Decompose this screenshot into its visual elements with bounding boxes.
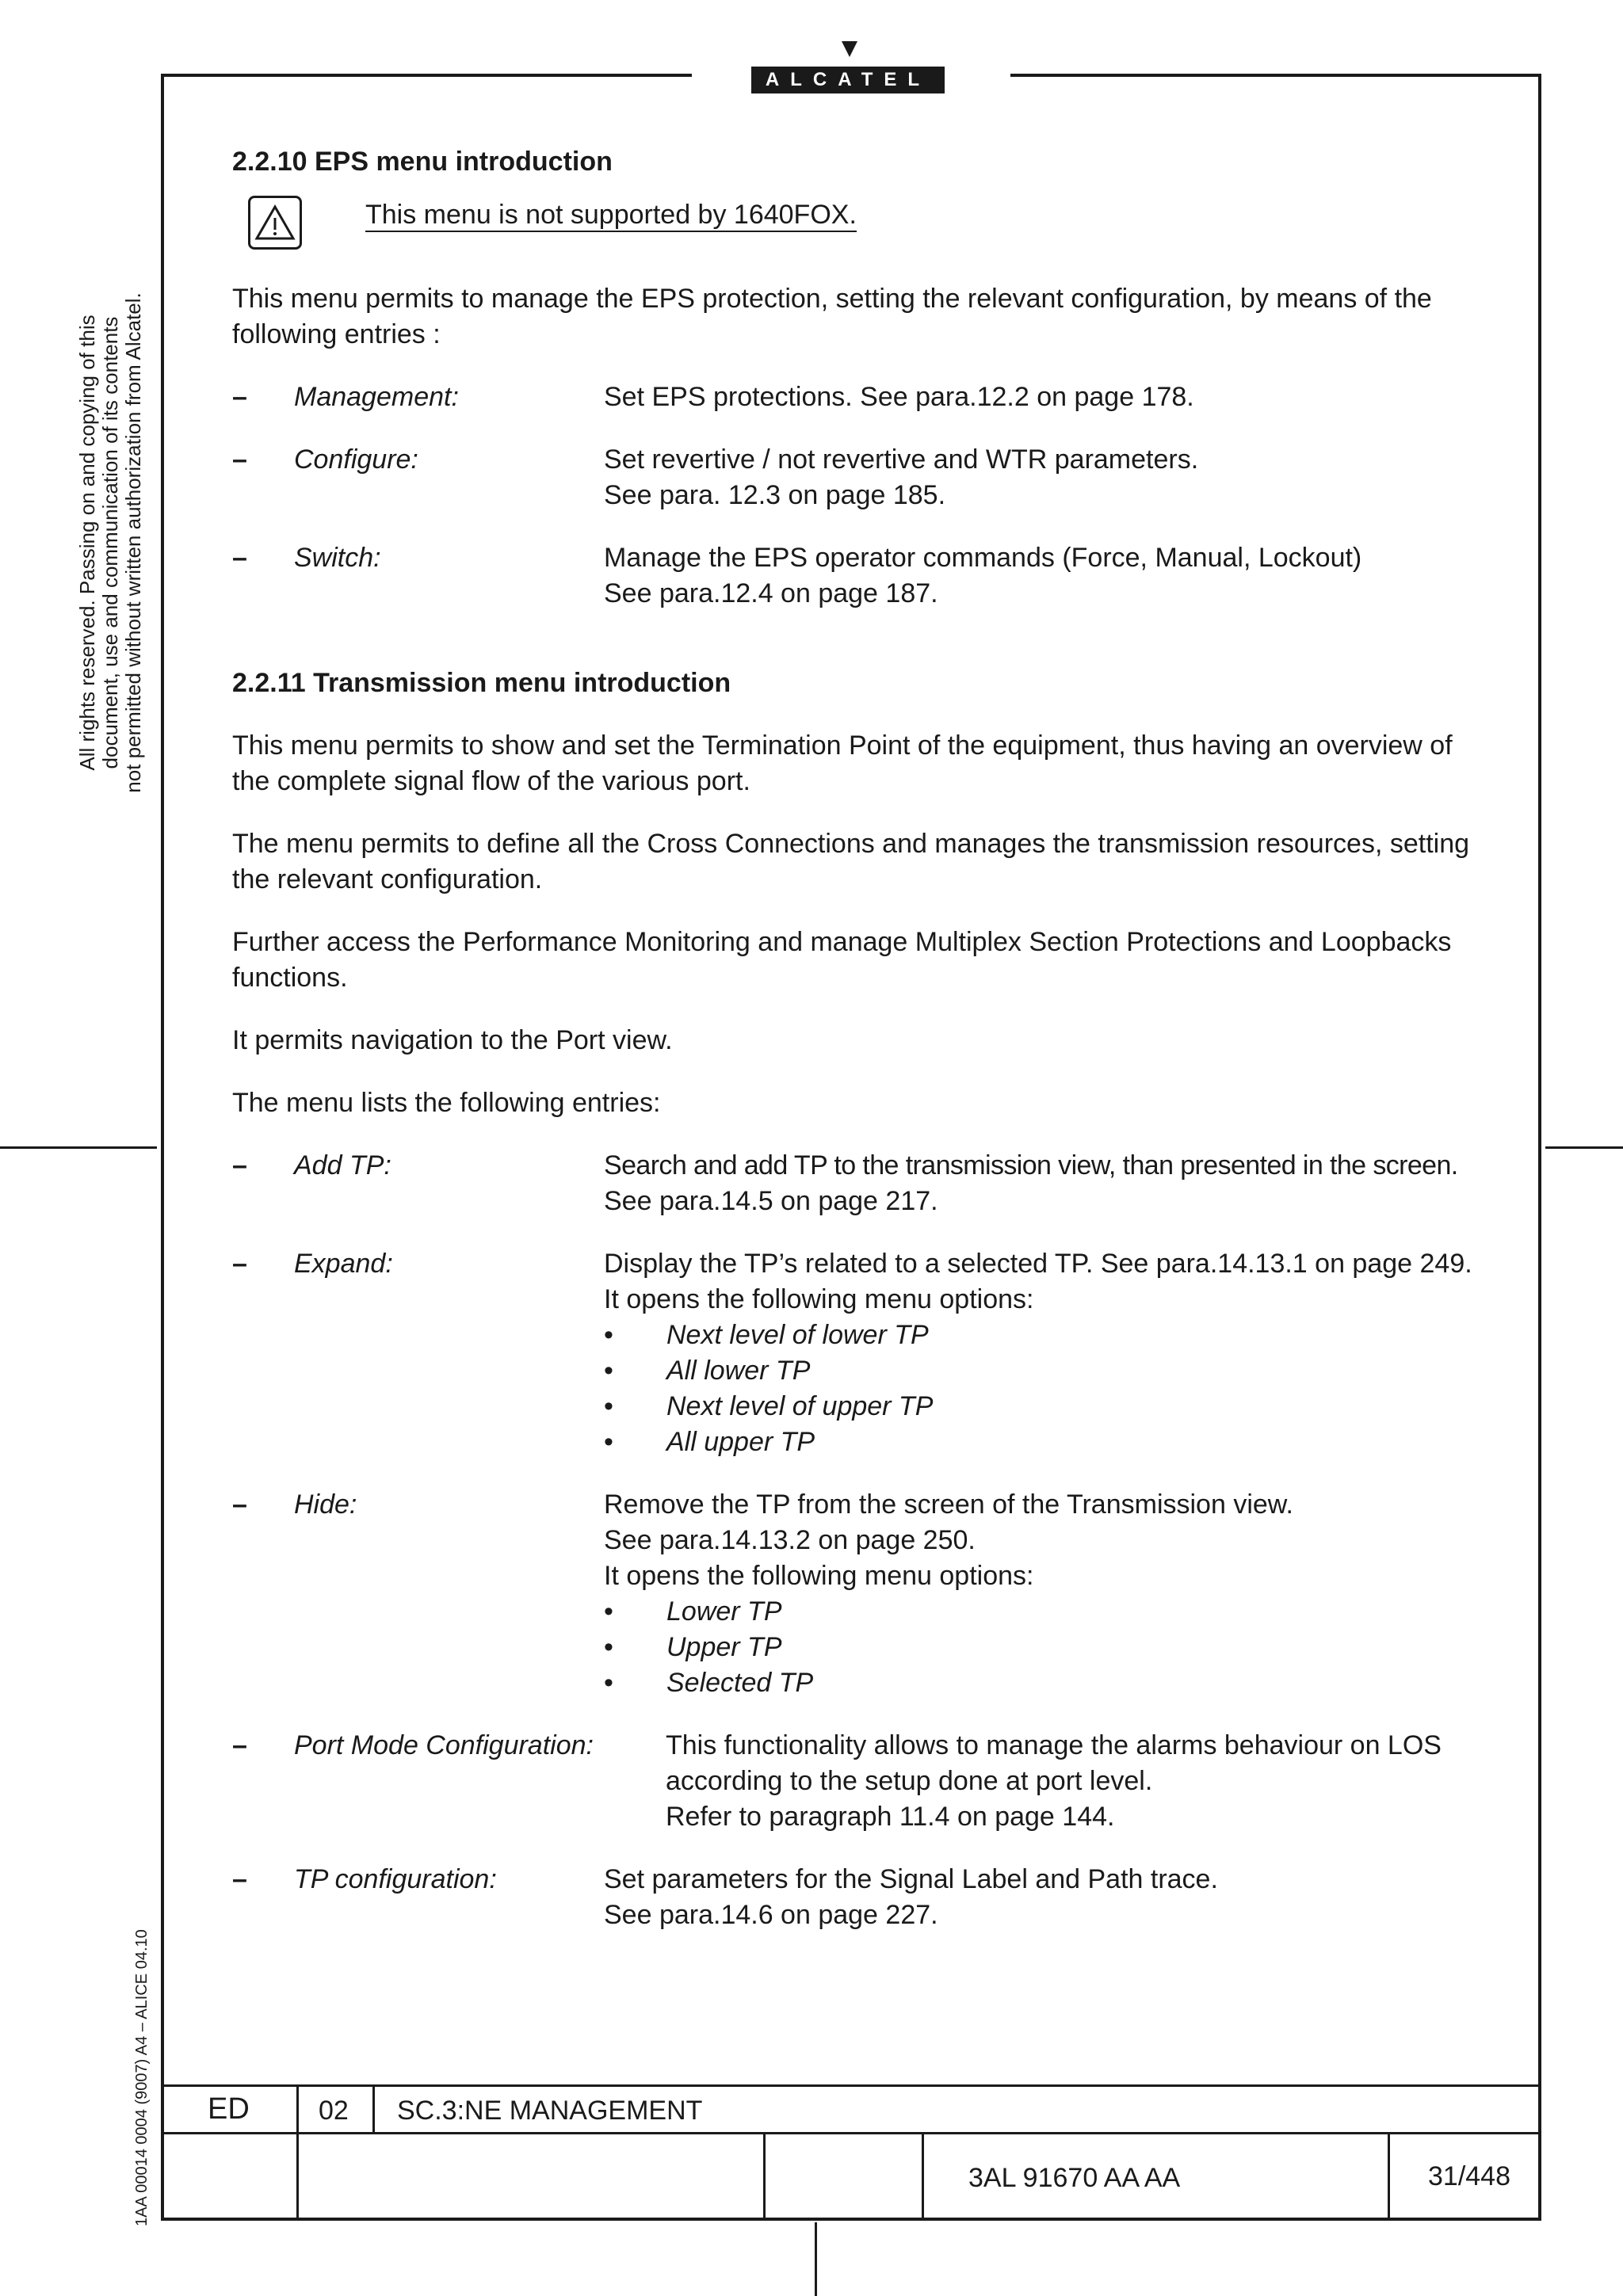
entry-desc — [604, 540, 1476, 612]
logo-triangle-icon — [842, 41, 857, 57]
desc-line: Set revertive / not revertive and WTR parameters. — [604, 444, 1199, 475]
tx-paragraph: The menu lists the following entries: — [232, 1088, 661, 1118]
entry-desc — [604, 1246, 1476, 1460]
entry-label: Hide: — [294, 1489, 357, 1520]
entry-label: Configure: — [294, 444, 418, 475]
desc-line: Set parameters for the Signal Label and Path trace. — [604, 1864, 1218, 1894]
bullet: • — [604, 1320, 613, 1350]
footer-mid-rule — [161, 2132, 1541, 2134]
footer-page-number: 31/448 — [1428, 2161, 1510, 2191]
desc-line: Manage the EPS operator commands (Force, Manual, Lockout) — [604, 543, 1362, 573]
footer-section: SC.3:NE MANAGEMENT — [397, 2096, 703, 2126]
option-text: All upper TP — [666, 1427, 815, 1457]
bullet: • — [604, 1668, 613, 1698]
copyright-line: document, use and communication of its contents — [98, 316, 122, 769]
entry-dash: – — [232, 382, 247, 412]
entry-desc — [666, 1728, 1476, 1835]
list-item — [604, 1630, 1476, 1665]
entry-desc — [604, 1487, 1476, 1701]
section-heading-eps: 2.2.10 EPS menu introduction — [232, 147, 613, 177]
entry-port-mode — [232, 1728, 1476, 1835]
desc-line: See para.14.6 on page 227. — [604, 1900, 938, 1930]
copyright-line: not permitted without written authorization from Alcatel. — [121, 292, 145, 793]
entry-configure — [232, 442, 1476, 513]
list-item — [604, 1353, 1476, 1389]
warning-row — [232, 196, 1476, 250]
tx-paragraph: Further access the Performance Monitoring and manage Multiplex Section Protections and Loopbacks functions. — [232, 927, 1452, 993]
desc-line: Display the TP’s related to a selected TP. See para.14.13.1 on page 249. — [604, 1249, 1472, 1279]
entry-desc — [604, 442, 1476, 513]
footer-doc-number: 3AL 91670 AA AA — [968, 2163, 1181, 2193]
entry-management — [232, 379, 1476, 415]
entry-dash: – — [232, 1489, 247, 1520]
desc-line: according to the setup done at port level. — [666, 1766, 1153, 1796]
desc-line: Search and add TP to the transmission view, than presented in the screen. — [604, 1150, 1458, 1180]
option-text: Upper TP — [666, 1632, 782, 1662]
footer-divider — [372, 2084, 375, 2134]
entry-label: Management: — [294, 382, 459, 412]
entry-dash: – — [232, 1730, 247, 1760]
alcatel-logo: ALCATEL — [751, 67, 945, 93]
entry-dash: – — [232, 1249, 247, 1279]
desc-line: Remove the TP from the screen of the Transmission view. — [604, 1489, 1293, 1520]
entry-label: Add TP: — [294, 1150, 391, 1180]
entry-hide — [232, 1487, 1476, 1701]
expand-options — [604, 1318, 1476, 1460]
entry-add-tp — [232, 1148, 1476, 1219]
bullet: • — [604, 1391, 613, 1421]
crop-mark-bottom — [815, 2222, 817, 2296]
desc-line: This functionality allows to manage the alarms behaviour on LOS — [666, 1730, 1442, 1760]
copyright-notice — [76, 273, 145, 812]
option-text: Next level of upper TP — [666, 1391, 934, 1421]
entry-dash: – — [232, 1864, 247, 1894]
entry-switch — [232, 540, 1476, 612]
entry-dash: – — [232, 444, 247, 475]
footer-divider — [922, 2132, 924, 2221]
option-text: All lower TP — [666, 1356, 811, 1386]
desc-line: It opens the following menu options: — [604, 1561, 1034, 1591]
entry-expand — [232, 1246, 1476, 1460]
eps-intro: This menu permits to manage the EPS protection, setting the relevant configuration, by means of the following entries : — [232, 284, 1432, 349]
entry-desc — [604, 1862, 1476, 1933]
footer-ed-value: 02 — [319, 2096, 349, 2126]
option-text: Next level of lower TP — [666, 1320, 929, 1350]
page-content — [232, 144, 1476, 1933]
list-item — [604, 1318, 1476, 1353]
section-heading-transmission: 2.2.11 Transmission menu introduction — [232, 668, 731, 698]
entry-dash: – — [232, 1150, 247, 1180]
tx-paragraph: It permits navigation to the Port view. — [232, 1025, 673, 1055]
copyright-line: All rights reserved. Passing on and copying of this — [75, 315, 99, 771]
warning-icon — [248, 196, 302, 250]
footer-top-rule — [161, 2084, 1541, 2087]
entry-label: Switch: — [294, 543, 381, 573]
list-item — [604, 1594, 1476, 1630]
desc-line: See para.12.4 on page 187. — [604, 578, 938, 608]
entry-label: Expand: — [294, 1249, 393, 1279]
footer-divider — [1388, 2132, 1390, 2221]
entry-label: TP configuration: — [294, 1864, 497, 1894]
footer-divider — [763, 2132, 766, 2221]
entry-dash: – — [232, 543, 247, 573]
crop-mark-left — [0, 1146, 157, 1149]
bullet: • — [604, 1427, 613, 1457]
entry-tp-configuration — [232, 1862, 1476, 1933]
desc-line: See para. 12.3 on page 185. — [604, 480, 946, 510]
entry-desc — [604, 379, 1476, 415]
entry-label: Port Mode Configuration: — [294, 1730, 594, 1760]
list-item — [604, 1389, 1476, 1425]
tx-paragraph: The menu permits to define all the Cross Connections and manages the transmission resources, setting the relevant configuration. — [232, 829, 1470, 894]
footer-divider — [296, 2084, 299, 2221]
desc-line: Set EPS protections. See para.12.2 on page 178. — [604, 382, 1194, 412]
list-item — [604, 1425, 1476, 1460]
bullet: • — [604, 1632, 613, 1662]
hide-options — [604, 1594, 1476, 1701]
option-text: Selected TP — [666, 1668, 814, 1698]
desc-line: It opens the following menu options: — [604, 1284, 1034, 1314]
bullet: • — [604, 1356, 613, 1386]
crop-mark-right — [1545, 1146, 1623, 1149]
tx-paragraph: This menu permits to show and set the Termination Point of the equipment, thus having an overview of the complete signal flow of the various port. — [232, 730, 1453, 796]
desc-line: See para.14.13.2 on page 250. — [604, 1525, 976, 1555]
warning-text: This menu is not supported by 1640FOX. — [365, 199, 857, 232]
doc-code: 1AA 00014 0004 (9007) A4 – ALICE 04.10 — [133, 1929, 151, 2226]
entry-desc — [604, 1148, 1476, 1219]
bullet: • — [604, 1596, 613, 1627]
option-text: Lower TP — [666, 1596, 782, 1627]
desc-line: See para.14.5 on page 217. — [604, 1186, 938, 1216]
list-item — [604, 1665, 1476, 1701]
footer-ed-label: ED — [208, 2092, 250, 2126]
desc-line: Refer to paragraph 11.4 on page 144. — [666, 1802, 1115, 1832]
